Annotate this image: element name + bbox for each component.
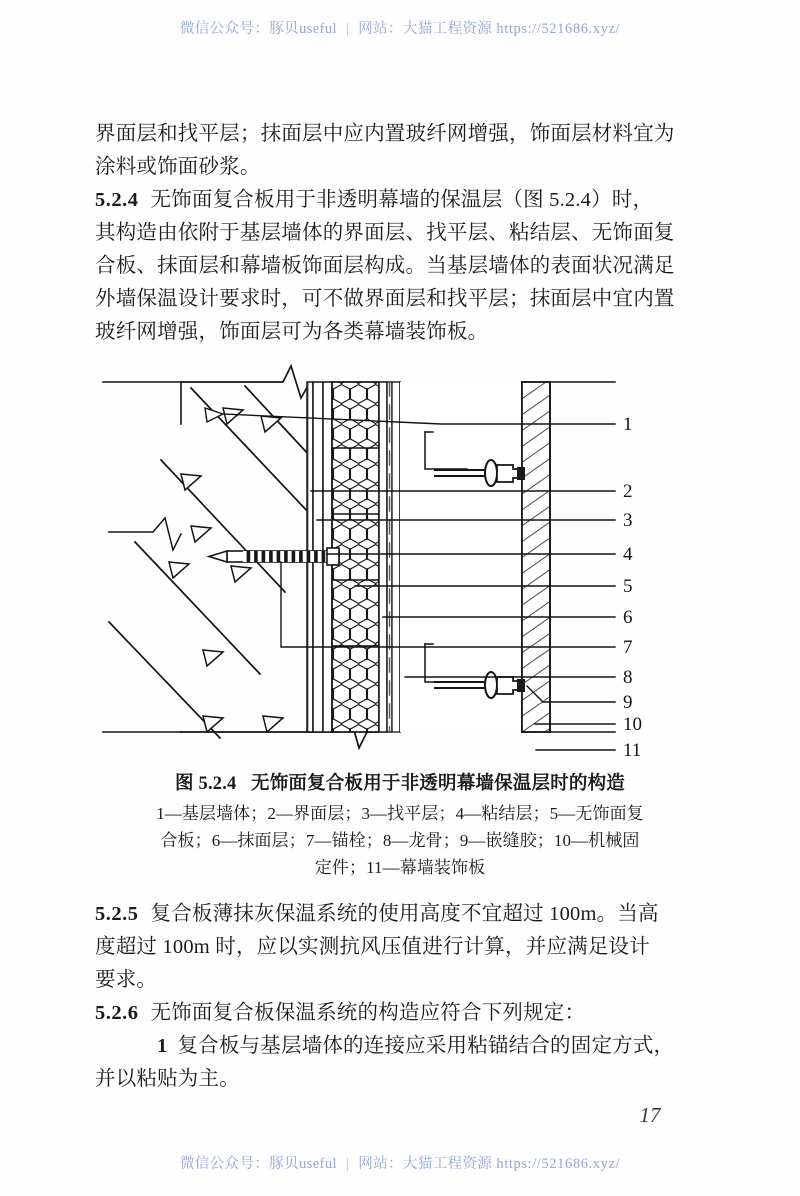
watermark-wechat-label: 微信公众号：	[179, 21, 270, 37]
section-number-5-2-6: 5.2.6	[95, 1002, 139, 1024]
figure-legend-line-3: 定件；11—幕墙装饰板	[314, 858, 486, 877]
section-5-2-6-text-1: 无饰面复合板保温系统的构造应符合下列规定：	[150, 1002, 586, 1024]
section-5-2-6-item-1-line-1	[95, 1030, 705, 1063]
watermark-site-name: 大猫工程资源	[402, 21, 493, 37]
footer-watermark-separator: |	[345, 1156, 350, 1172]
section-5-2-5-line-3: 要求。	[95, 969, 158, 991]
figure-callout-1: 1	[623, 414, 633, 435]
footer-watermark-site-name: 大猫工程资源	[402, 1156, 493, 1172]
header-watermark	[0, 17, 800, 38]
figure-callout-11: 11	[623, 740, 642, 759]
figure-5-2-4	[95, 364, 705, 759]
figure-caption	[95, 770, 705, 799]
body-text-lower	[95, 898, 705, 1096]
section-5-2-5-text-1: 复合板薄抹灰保温系统的使用高度不宜超过 100m。当高	[150, 903, 659, 925]
figure-callout-3: 3	[623, 510, 633, 531]
section-5-2-5-line-1	[95, 898, 705, 931]
watermark-wechat-name: 豚贝useful	[269, 21, 337, 37]
section-5-2-6-line-1	[95, 997, 705, 1030]
watermark-url: https://521686.xyz/	[496, 21, 621, 37]
body-text-upper	[95, 118, 705, 349]
figure-callout-2: 2	[623, 481, 633, 502]
figure-caption-title: 无饰面复合板用于非透明幕墙保温层时的构造	[251, 774, 626, 794]
figure-legend-line-2: 合板；6—抹面层；7—锚栓；8—龙骨；9—嵌缝胶；10—机械固	[160, 831, 640, 850]
figure-legend-line-1: 1—基层墙体；2—界面层；3—找平层；4—粘结层；5—无饰面复	[156, 804, 644, 823]
figure-caption-number: 图 5.2.4	[174, 774, 237, 794]
watermark-separator: |	[345, 21, 350, 37]
figure-callout-6: 6	[623, 607, 633, 628]
figure-callout-9: 9	[623, 692, 633, 713]
page-number-value: 17	[639, 1103, 661, 1127]
figure-callout-5: 5	[623, 576, 633, 597]
section-number-5-2-4: 5.2.4	[95, 189, 139, 211]
figure-callout-8: 8	[623, 667, 633, 688]
section-5-2-4-text-1: 无饰面复合板用于非透明幕墙的保温层（图 5.2.4）时，	[150, 189, 654, 211]
figure-callout-4: 4	[623, 544, 633, 565]
section-5-2-4-line-1	[95, 184, 705, 217]
footer-watermark	[0, 1152, 800, 1173]
page-number	[0, 1103, 800, 1128]
section-5-2-4-line-2: 其构造由依附于基层墙体的界面层、找平层、粘结层、无饰面复	[95, 222, 675, 244]
figure-legend	[118, 800, 682, 881]
section-5-2-4-line-4: 外墙保温设计要求时，可不做界面层和找平层；抹面层中宜内置	[95, 288, 675, 310]
figure-drawing	[95, 364, 705, 759]
item-1-text-1: 复合板与基层墙体的连接应采用粘锚结合的固定方式，	[177, 1035, 675, 1057]
footer-watermark-url: https://521686.xyz/	[496, 1156, 621, 1172]
figure-callout-10: 10	[623, 714, 642, 735]
section-5-2-5-line-2: 度超过 100m 时，应以实测抗风压值进行计算，并应满足设计	[95, 936, 650, 958]
paragraph-continuation-1: 界面层和找平层；抹面层中应内置玻纤网增强，饰面层材料宜为	[95, 123, 675, 145]
footer-watermark-site-label: 网站：	[358, 1156, 403, 1172]
section-number-5-2-5: 5.2.5	[95, 903, 139, 925]
watermark-site-label: 网站：	[358, 21, 403, 37]
item-number-1: 1	[157, 1035, 168, 1057]
section-5-2-4-line-3: 合板、抹面层和幕墙板饰面层构成。当基层墙体的表面状况满足	[95, 255, 675, 277]
section-5-2-6-item-1-line-2: 并以粘贴为主。	[95, 1068, 240, 1090]
footer-watermark-wechat-label: 微信公众号：	[179, 1156, 270, 1172]
section-5-2-4-line-5: 玻纤网增强，饰面层可为各类幕墙装饰板。	[95, 321, 489, 343]
paragraph-continuation-2: 涂料或饰面砂浆。	[95, 156, 261, 178]
figure-callout-7: 7	[623, 637, 633, 658]
footer-watermark-wechat-name: 豚贝useful	[269, 1156, 337, 1172]
